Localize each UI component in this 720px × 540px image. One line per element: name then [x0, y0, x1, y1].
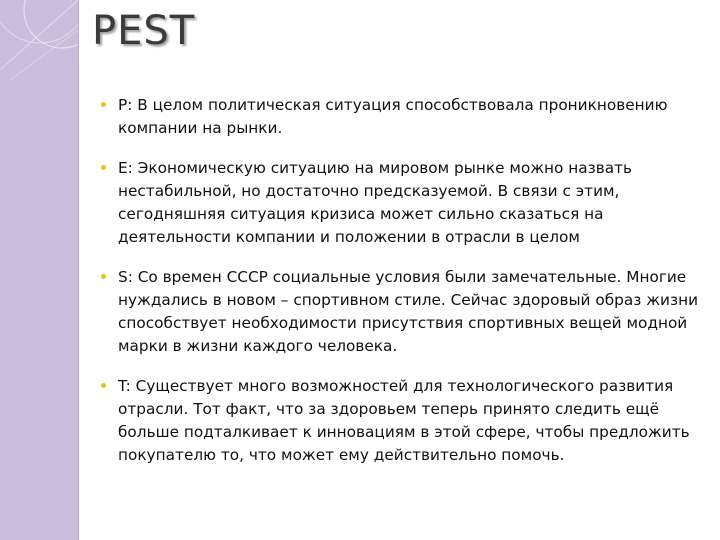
bullet-dot-icon — [101, 165, 106, 170]
bullet-text: T: Существует много возможностей для технологического развития отрасли. Тот факт, что за здоровьем теперь принято следить ещё больше подталкивает к инновациям в этой сфере, чтобы предложить покупателю то, что может ему действительно помочь. — [118, 377, 690, 464]
bullet-list — [100, 94, 700, 484]
bullet-item-e — [100, 157, 700, 249]
slide-title: PEST — [92, 8, 196, 54]
bullet-text: E: Экономическую ситуацию на мировом рынке можно назвать нестабильной, но достаточно предсказуемой. В связи с этим, сегодняшняя ситуация кризиса может сильно сказаться на деятельности компании и положении в отрасли в целом — [118, 159, 633, 246]
bullet-item-p — [100, 94, 700, 140]
bullet-dot-icon — [101, 102, 106, 107]
bullet-text: S: Со времен СССР социальные условия были замечательные. Многие нуждались в новом – спортивном стиле. Сейчас здоровый образ жизни способствует необходимости присутствия спортивных вещей модной марки в жизни каждого человека. — [118, 268, 699, 355]
decorative-sidebar — [0, 0, 79, 540]
bullet-dot-icon — [101, 383, 106, 388]
sidebar-decoration — [0, 0, 78, 540]
bullet-item-s — [100, 266, 700, 358]
bullet-item-t — [100, 375, 700, 467]
bullet-text: P: В целом политическая ситуация способствовала проникновению компании на рынки. — [118, 96, 668, 137]
bullet-dot-icon — [101, 274, 106, 279]
